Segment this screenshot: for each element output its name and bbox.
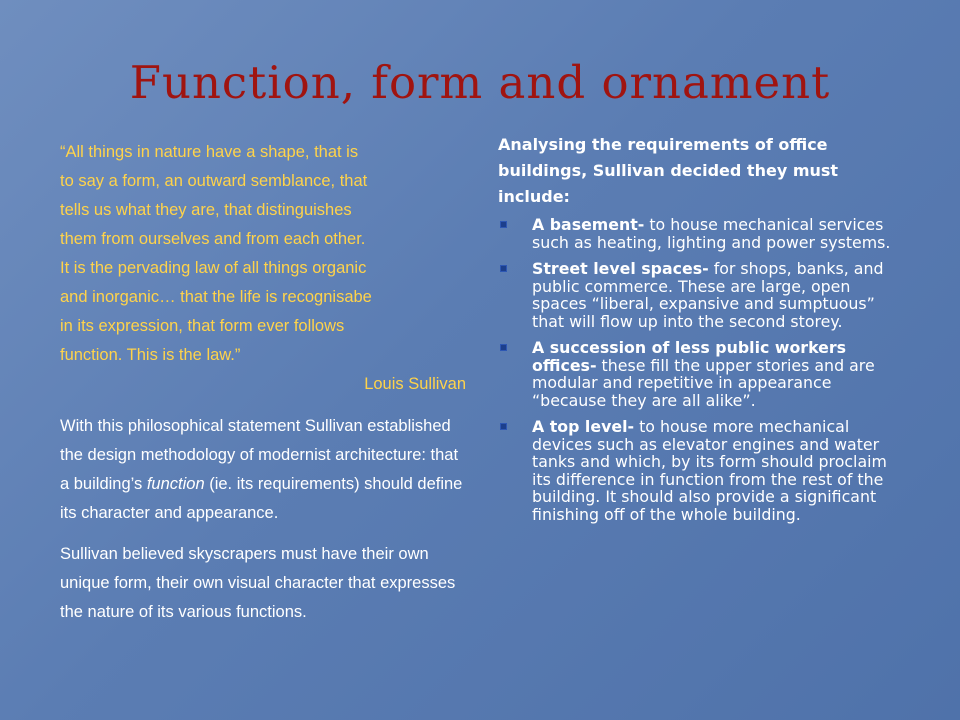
requirement-term: A basement- [532, 215, 645, 234]
list-item [498, 260, 908, 330]
requirement-term: Street level spaces- [532, 259, 709, 278]
methodology-paragraph [60, 412, 470, 528]
requirement-text: for shops, banks, and public commerce. These are large, open spaces “liberal, expansive and sumptuous” that will flow up into the second storey. [532, 259, 884, 331]
requirement-term: A top level- [532, 417, 635, 436]
requirement-text: to house mechanical services such as heating, lighting and power systems. [532, 215, 891, 252]
left-column [60, 138, 470, 627]
quote-author: Louis Sullivan [364, 375, 466, 393]
list-item [498, 216, 908, 251]
square-bullet-icon [500, 221, 507, 228]
quote-line: and inorganic… that the life is recognisabe [60, 288, 372, 306]
right-column [498, 132, 908, 532]
function-emphasis: function [146, 475, 205, 493]
requirements-list [498, 216, 908, 523]
quote-line: them from ourselves and from each other. [60, 230, 366, 248]
requirement-text: these fill the upper stories and are modular and repetitive in appearance “because they are all alike”. [532, 355, 875, 410]
requirement-term: A succession of less public workers offices- [532, 338, 847, 375]
square-bullet-icon [500, 265, 507, 272]
square-bullet-icon [500, 423, 507, 430]
paragraph-text: With this philosophical statement Sullivan established the design methodology of modernist architecture: that a building’s [60, 417, 459, 493]
quote-line: tells us what they are, that distinguishes [60, 201, 352, 219]
square-bullet-icon [500, 344, 507, 351]
quote-line: function. This is the law.” [60, 346, 241, 364]
quote-line: “All things in nature have a shape, that is [60, 143, 359, 161]
quote-line: in its expression, that form ever follows [60, 317, 345, 335]
requirement-text: to house more mechanical devices such as elevator engines and water tanks and which, by its form should proclaim its difference in function from the rest of the building. It should also provide a significant finishing off of the whole building. [532, 417, 887, 524]
quote-line: It is the pervading law of all things organic [60, 259, 367, 277]
requirements-intro: Analysing the requirements of office buildings, Sullivan decided they must include: [498, 135, 839, 206]
list-item [498, 418, 908, 523]
skyscraper-paragraph: Sullivan believed skyscrapers must have their own unique form, their own visual character that expresses the nature of its various functions. [60, 545, 456, 621]
list-item [498, 339, 908, 409]
sullivan-quote [60, 138, 470, 399]
slide-title: Function, form and ornament [129, 56, 831, 109]
quote-line: to say a form, an outward semblance, that [60, 172, 368, 190]
paragraph-text: (ie. its requirements) should define its character and appearance. [60, 475, 463, 522]
